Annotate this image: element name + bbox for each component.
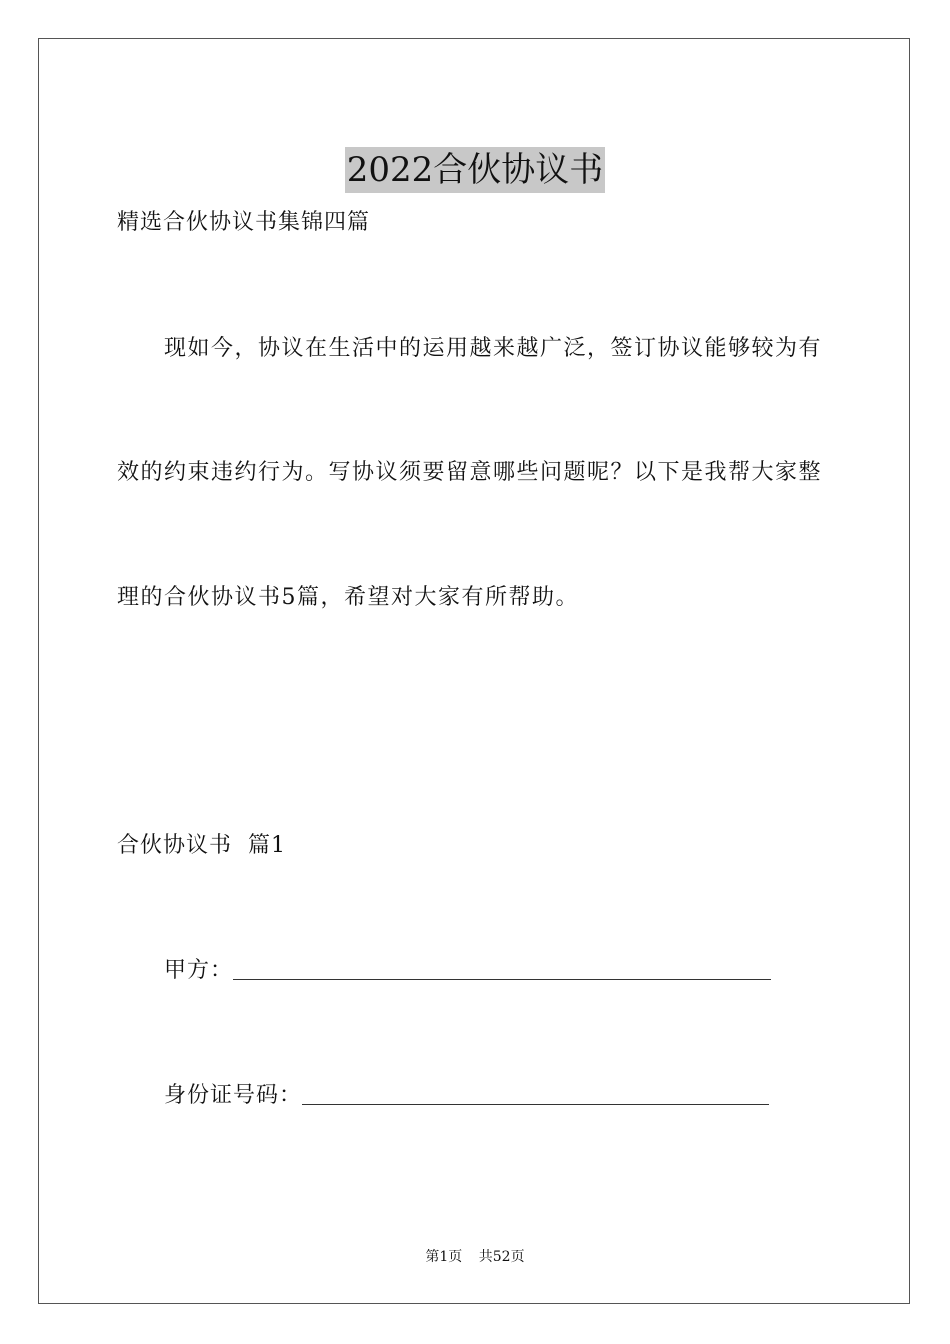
party-a-blank-line: [233, 957, 771, 980]
intro-line-2: 效的约束违约行为。写协议须要留意哪些问题呢？以下是我帮大家整: [117, 460, 823, 485]
page-total: 共52页: [478, 1249, 525, 1265]
page-current: 第1页: [425, 1249, 463, 1265]
intro-line-3: 理的合伙协议书5篇，希望对大家有所帮助。: [117, 585, 579, 610]
id-number-field: [164, 1081, 769, 1111]
page-footer: [0, 1247, 950, 1267]
party-a-label: 甲方：: [164, 958, 234, 983]
title-container: [0, 124, 950, 216]
party-a-field: [164, 956, 771, 986]
id-number-label: 身份证号码：: [164, 1083, 303, 1108]
section-heading: 合伙协议书 篇1: [117, 833, 286, 858]
document-title: 2022合伙协议书: [345, 147, 606, 193]
intro-line-1: 现如今，协议在生活中的运用越来越广泛，签订协议能够较为有: [164, 336, 823, 361]
document-subtitle: 精选合伙协议书集锦四篇: [117, 210, 371, 235]
id-number-blank-line: [302, 1082, 769, 1105]
